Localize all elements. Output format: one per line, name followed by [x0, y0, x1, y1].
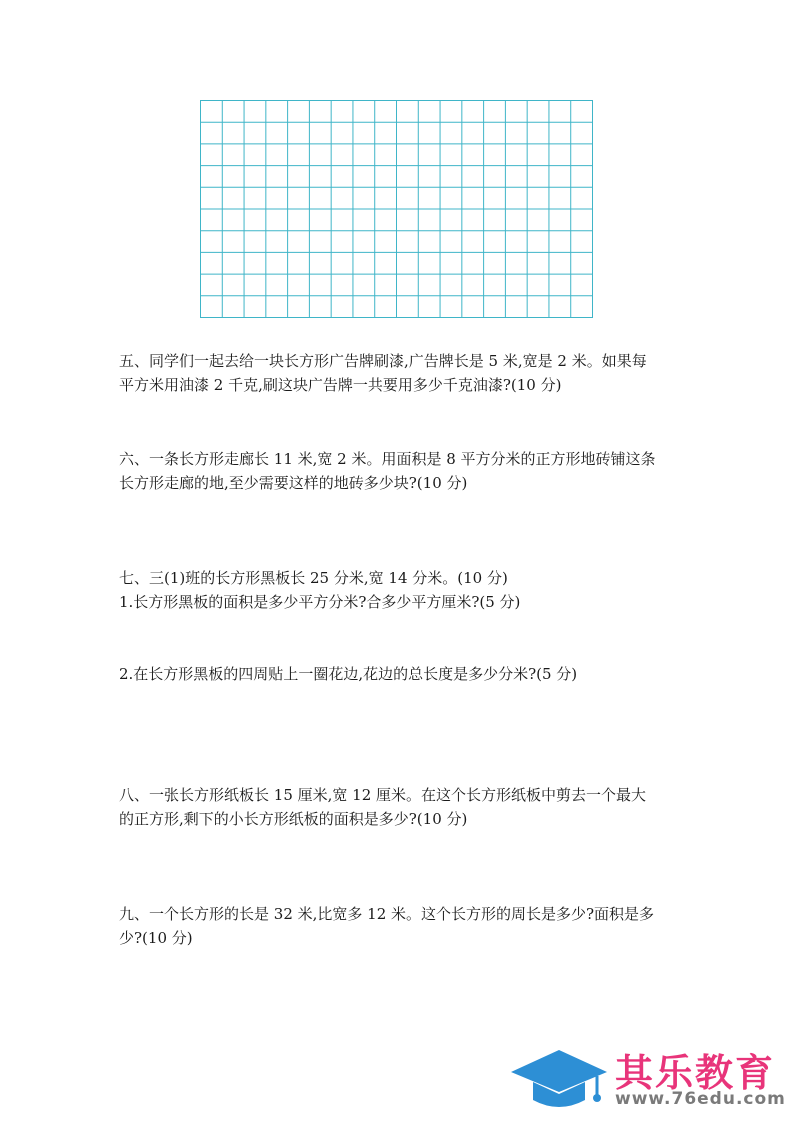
question-9-line-1: 九、一个长方形的长是 32 米,比宽多 12 米。这个长方形的周长是多少?面积是多 — [119, 905, 655, 923]
question-7-part-2 — [119, 662, 699, 686]
question-7-part-1: 1.长方形黑板的面积是多少平方分米?合多少平方厘米?(5 分) — [119, 593, 521, 611]
question-8-line-2: 的正方形,剩下的小长方形纸板的面积是多少?(10 分) — [119, 810, 468, 828]
question-6-line-1: 六、一条长方形走廊长 11 米,宽 2 米。用面积是 8 平方分米的正方形地砖铺这条 — [119, 450, 656, 468]
question-7 — [119, 566, 699, 614]
question-5-line-1: 五、同学们一起去给一块长方形广告牌刷漆,广告牌长是 5 米,宽是 2 米。如果每 — [119, 352, 647, 370]
question-8 — [119, 783, 699, 831]
question-9-line-2: 少?(10 分) — [119, 929, 193, 947]
question-9 — [119, 902, 699, 950]
graduation-cap-icon — [509, 1046, 609, 1112]
question-6 — [119, 447, 699, 495]
grid-paper — [200, 100, 593, 318]
question-5-line-2: 平方米用油漆 2 千克,刷这块广告牌一共要用多少千克油漆?(10 分) — [119, 376, 562, 394]
question-6-line-2: 长方形走廊的地,至少需要这样的地砖多少块?(10 分) — [119, 474, 468, 492]
question-8-line-1: 八、一张长方形纸板长 15 厘米,宽 12 厘米。在这个长方形纸板中剪去一个最大 — [119, 786, 647, 804]
brand-url: www.76edu.com — [615, 1089, 786, 1109]
brand-name: 其乐教育 — [615, 1051, 776, 1095]
question-5 — [119, 349, 699, 397]
question-7-line-1: 七、三(1)班的长方形黑板长 25 分米,宽 14 分米。(10 分) — [119, 569, 508, 587]
question-7-part-2-line: 2.在长方形黑板的四周贴上一圈花边,花边的总长度是多少分米?(5 分) — [119, 665, 578, 683]
brand-logo — [509, 1040, 789, 1115]
